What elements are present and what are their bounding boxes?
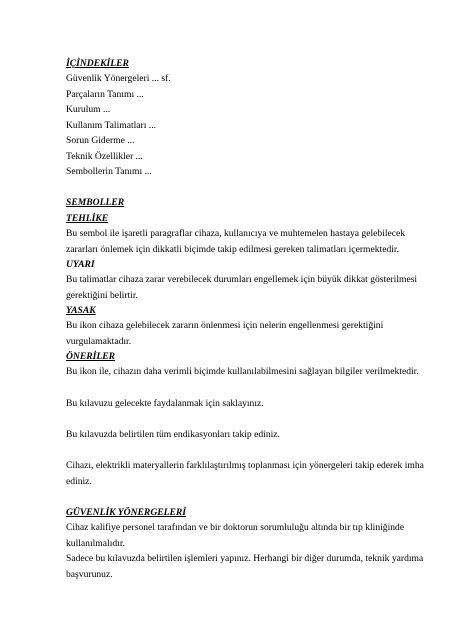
toc-item: Parçaların Tanımı ... (66, 89, 144, 100)
forbidden-text: Bu ikon cihaza gelebilecek zararın önlenmesi için nelerin engellenmesi gerektiğini (66, 320, 384, 331)
safety-text: Cihaz kalifiye personel tarafından ve bir doktorun sorumluluğu altında bir tıp kliniğinde (66, 522, 405, 533)
warning-title: TEHLİKE (66, 213, 109, 224)
note-disposal: Cihazı, elektrikli materyallerin farklılaştırılmış toplanması için yönergeleri takip ederek imha (66, 460, 424, 471)
toc-item: Kullanım Talimatları ... (66, 120, 157, 131)
toc-item: Kurulum ... (66, 104, 111, 115)
symbols-title: SEMBOLLER (66, 197, 125, 208)
safety-text: başvurunuz. (66, 569, 113, 580)
tips-title: ÖNERİLER (66, 351, 116, 362)
warning-text: Bu sembol ile işaretli paragraflar cihaza, kullanıcıya ve muhtemelen hastaya gelebilecek (66, 228, 406, 239)
toc-item: Güvenlik Yönergeleri ... sf. (66, 73, 171, 84)
caution-title: UYARI (66, 259, 95, 270)
safety-text: kullanılmalıdır. (66, 538, 125, 549)
caution-text: Bu talimatlar cihaza zarar verebilecek durumları engellemek için büyük dikkat gösterilmesi (66, 274, 418, 285)
note-keep-manual: Bu kılavuzu gelecekte faydalanmak için saklayınız. (66, 398, 264, 409)
note-disposal: ediniz. (66, 476, 92, 487)
toc-title: İÇİNDEKİLER (66, 58, 129, 69)
note-follow-indications: Bu kılavuzda belirtilen tüm endikasyonları takip ediniz. (66, 429, 280, 440)
safety-text: Sadece bu kılavuzda belirtilen işlemleri yapınız. Herhangi bir diğer durumda, teknik yardıma (66, 553, 424, 564)
forbidden-title: YASAK (66, 305, 96, 316)
forbidden-text: vurgulamaktadır. (66, 336, 132, 347)
caution-text: gerektiğini belirtir. (66, 290, 138, 301)
warning-text: zararları önlemek için dikkatli biçimde takip edilmesi gereken talimatları içermektedir. (66, 244, 399, 255)
toc-item: Sorun Giderme ... (66, 135, 135, 146)
safety-title: GÜVENLİK YÖNERGELERİ (66, 507, 187, 518)
tips-text: Bu ikon ile, cihazın daha verimli biçimde kullanılabilmesini sağlayan bilgiler verilmektedir. (66, 366, 419, 377)
toc-item: Teknik Özellikler ... (66, 151, 143, 162)
toc-item: Sembollerin Tanımı ... (66, 166, 152, 177)
